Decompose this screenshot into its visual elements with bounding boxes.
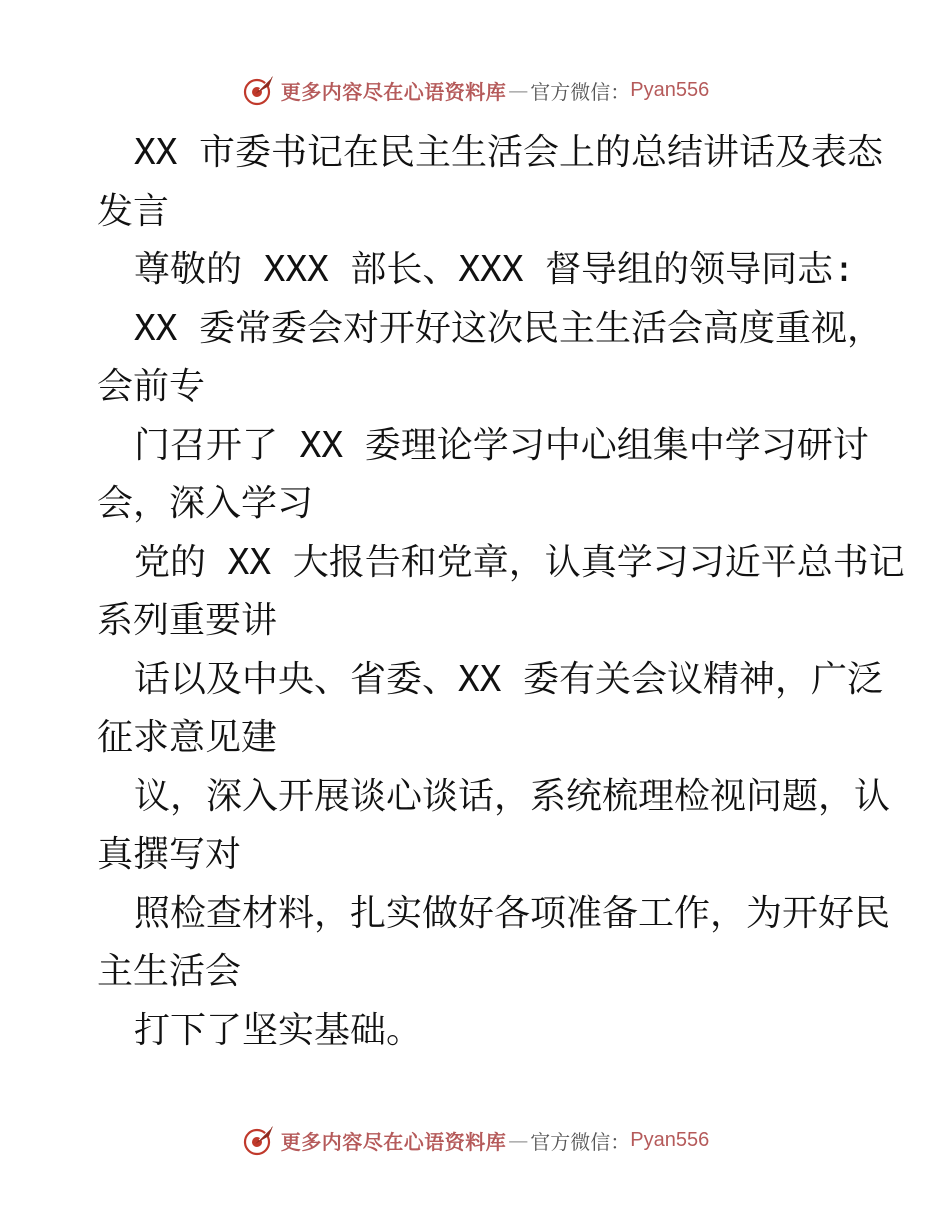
- paragraph-line: 会前专: [97, 366, 206, 407]
- paragraph-line: 门召开了 XX 委理论学习中心组集中学习研讨: [134, 424, 869, 466]
- footer-banner: [0, 1120, 950, 1160]
- banner-separator: —: [508, 78, 529, 102]
- quill-logo-icon: [241, 1122, 277, 1158]
- banner-wechat-id: Pyan556: [630, 78, 710, 101]
- paragraph-line: 话以及中央、省委、XX 委有关会议精神，广泛: [134, 658, 884, 700]
- banner-separator: —: [508, 1128, 529, 1152]
- banner-official-label: 官方微信：: [530, 1129, 631, 1154]
- paragraph-line: 议，深入开展谈心谈话，系统梳理检视问题，认: [134, 775, 891, 817]
- document-title-line-cont: 发言: [97, 190, 170, 232]
- paragraph-line: 党的 XX 大报告和党章，认真学习习近平总书记: [134, 541, 905, 583]
- banner-brand-text: 更多内容尽在心语资料库: [280, 79, 507, 104]
- salutation-line: 尊敬的 XXX 部长、XXX 督导组的领导同志:: [134, 249, 855, 290]
- paragraph-line: 系列重要讲: [97, 600, 278, 641]
- paragraph-line: 打下了坚实基础。: [134, 1009, 423, 1051]
- quill-logo-icon: [241, 72, 277, 108]
- document-title-line: XX 市委书记在民主生活会上的总结讲话及表态: [134, 132, 884, 173]
- header-banner: [0, 70, 950, 110]
- paragraph-line: 征求意见建: [97, 717, 278, 758]
- banner-official-label: 官方微信：: [530, 79, 631, 104]
- paragraph-line: XX 委常委会对开好这次民主生活会高度重视，: [134, 307, 884, 349]
- document-body: [97, 124, 905, 1060]
- paragraph-line: 主生活会: [97, 951, 242, 992]
- paragraph-line: 会，深入学习: [97, 483, 314, 524]
- paragraph-line: 照检查材料，扎实做好各项准备工作，为开好民: [134, 892, 891, 934]
- banner-wechat-id: Pyan556: [630, 1128, 710, 1151]
- banner-brand-text: 更多内容尽在心语资料库: [280, 1129, 507, 1154]
- paragraph-line: 真撰写对: [97, 834, 242, 875]
